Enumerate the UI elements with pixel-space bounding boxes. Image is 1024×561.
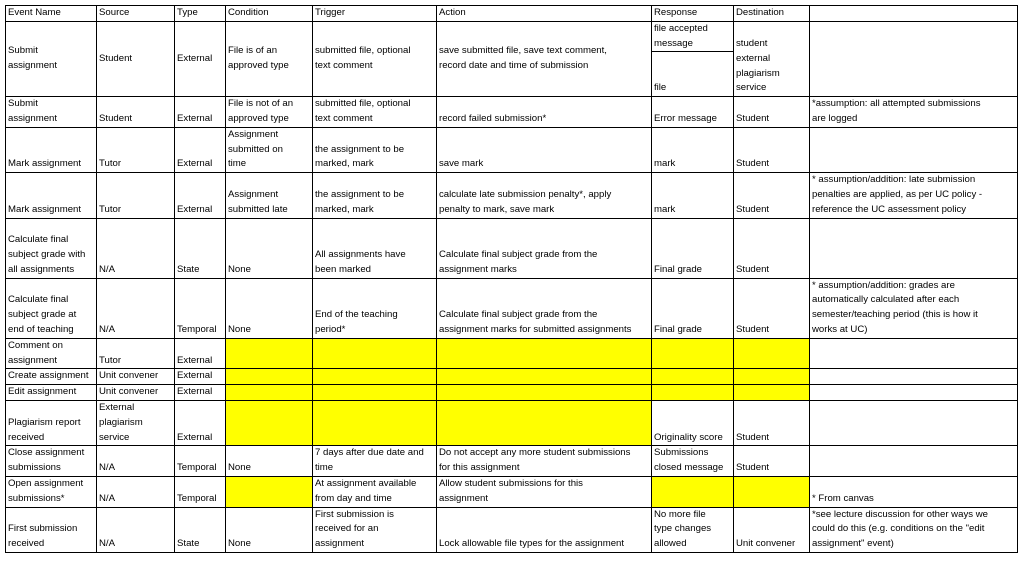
header-row — [6, 6, 1018, 22]
cell-condition — [226, 401, 313, 446]
cell-action: calculate late submission penalty*, apply penalty to mark, save mark — [437, 173, 652, 218]
cell-response — [652, 369, 734, 385]
cell-trigger — [313, 401, 437, 446]
cell-condition: None — [226, 507, 313, 552]
cell-response: No more file type changes allowed — [652, 507, 734, 552]
cell-note — [810, 401, 1018, 446]
cell-source: N/A — [97, 218, 175, 278]
cell-source: Student — [97, 21, 175, 96]
cell-action: save submitted file, save text comment, record date and time of submission — [437, 21, 652, 96]
cell-action — [437, 385, 652, 401]
cell-note: *see lecture discussion for other ways we could do this (e.g. conditions on the "edit assignment" event) — [810, 507, 1018, 552]
cell-type: Temporal — [175, 446, 226, 477]
cell-condition: File is of an approved type — [226, 21, 313, 96]
cell-trigger: submitted file, optional text comment — [313, 21, 437, 96]
header-cell: Source — [97, 6, 175, 22]
cell-condition: File is not of an approved type — [226, 97, 313, 128]
cell-source: Unit convener — [97, 385, 175, 401]
cell-destination — [734, 369, 810, 385]
cell-type: State — [175, 507, 226, 552]
cell-trigger — [313, 338, 437, 369]
table-row — [6, 401, 1018, 446]
cell-action: Lock allowable file types for the assignment — [437, 507, 652, 552]
cell-note: * assumption/addition: late submission penalties are applied, as per UC policy - reference the UC assessment policy — [810, 173, 1018, 218]
header-cell: Trigger — [313, 6, 437, 22]
table-row — [6, 385, 1018, 401]
header-cell: Event Name — [6, 6, 97, 22]
cell-response: file — [652, 52, 734, 97]
cell-action: save mark — [437, 127, 652, 172]
cell-source: N/A — [97, 278, 175, 338]
header-cell: Destination — [734, 6, 810, 22]
cell-destination: external plagiarism service — [734, 52, 810, 97]
cell-action: Calculate final subject grade from the assignment marks — [437, 218, 652, 278]
cell-type: External — [175, 338, 226, 369]
cell-trigger: the assignment to be marked, mark — [313, 173, 437, 218]
cell-response: Final grade — [652, 218, 734, 278]
table-row — [6, 173, 1018, 218]
cell-type: State — [175, 218, 226, 278]
cell-event: Close assignment submissions — [6, 446, 97, 477]
cell-action: record failed submission* — [437, 97, 652, 128]
cell-note — [810, 369, 1018, 385]
cell-destination: Student — [734, 97, 810, 128]
cell-condition: None — [226, 278, 313, 338]
cell-event: Create assignment — [6, 369, 97, 385]
cell-condition: Assignment submitted late — [226, 173, 313, 218]
cell-note: * assumption/addition: grades are automatically calculated after each semester/teaching period (this is how it works at UC) — [810, 278, 1018, 338]
cell-note — [810, 385, 1018, 401]
cell-source: Unit convener — [97, 369, 175, 385]
header-cell: Condition — [226, 6, 313, 22]
cell-type: Temporal — [175, 278, 226, 338]
cell-destination: Student — [734, 127, 810, 172]
cell-trigger: At assignment available from day and time — [313, 477, 437, 508]
cell-condition: None — [226, 218, 313, 278]
cell-trigger — [313, 369, 437, 385]
cell-note: *assumption: all attempted submissions are logged — [810, 97, 1018, 128]
cell-note — [810, 127, 1018, 172]
cell-trigger — [313, 385, 437, 401]
cell-event: Submit assignment — [6, 21, 97, 96]
cell-type: External — [175, 173, 226, 218]
cell-type: External — [175, 21, 226, 96]
cell-destination: Unit convener — [734, 507, 810, 552]
cell-event: Edit assignment — [6, 385, 97, 401]
cell-condition — [226, 338, 313, 369]
cell-destination: Student — [734, 218, 810, 278]
cell-condition — [226, 369, 313, 385]
table-row — [6, 21, 1018, 52]
cell-response: Error message — [652, 97, 734, 128]
cell-action: Allow student submissions for this assignment — [437, 477, 652, 508]
cell-response: mark — [652, 127, 734, 172]
cell-response: mark — [652, 173, 734, 218]
cell-source: N/A — [97, 446, 175, 477]
cell-condition: None — [226, 446, 313, 477]
cell-response: Submissions closed message — [652, 446, 734, 477]
header-cell: Type — [175, 6, 226, 22]
cell-type: External — [175, 97, 226, 128]
cell-event: Open assignment submissions* — [6, 477, 97, 508]
cell-note — [810, 446, 1018, 477]
cell-source: N/A — [97, 477, 175, 508]
cell-trigger: All assignments have been marked — [313, 218, 437, 278]
cell-response: file accepted message — [652, 21, 734, 52]
cell-type: External — [175, 385, 226, 401]
cell-response — [652, 477, 734, 508]
cell-destination: Student — [734, 173, 810, 218]
table-row — [6, 477, 1018, 508]
table-row — [6, 446, 1018, 477]
cell-event: Mark assignment — [6, 173, 97, 218]
cell-action: Do not accept any more student submissions for this assignment — [437, 446, 652, 477]
cell-action — [437, 369, 652, 385]
cell-response — [652, 338, 734, 369]
header-cell: Response — [652, 6, 734, 22]
cell-note — [810, 218, 1018, 278]
cell-event: Comment on assignment — [6, 338, 97, 369]
cell-destination: Student — [734, 446, 810, 477]
table-row — [6, 218, 1018, 278]
cell-event: First submission received — [6, 507, 97, 552]
table-row — [6, 127, 1018, 172]
cell-action: Calculate final subject grade from the assignment marks for submitted assignments — [437, 278, 652, 338]
cell-note: * From canvas — [810, 477, 1018, 508]
cell-condition: Assignment submitted on time — [226, 127, 313, 172]
cell-note — [810, 338, 1018, 369]
cell-action — [437, 401, 652, 446]
cell-source: Student — [97, 97, 175, 128]
cell-event: Plagiarism report received — [6, 401, 97, 446]
cell-source: Tutor — [97, 173, 175, 218]
cell-destination — [734, 338, 810, 369]
cell-source: N/A — [97, 507, 175, 552]
cell-event: Calculate final subject grade with all assignments — [6, 218, 97, 278]
cell-note — [810, 21, 1018, 96]
cell-trigger: End of the teaching period* — [313, 278, 437, 338]
cell-event: Submit assignment — [6, 97, 97, 128]
cell-response — [652, 385, 734, 401]
cell-destination — [734, 385, 810, 401]
cell-event: Calculate final subject grade at end of teaching — [6, 278, 97, 338]
cell-trigger: submitted file, optional text comment — [313, 97, 437, 128]
cell-response: Originality score — [652, 401, 734, 446]
header-cell — [810, 6, 1018, 22]
header-cell: Action — [437, 6, 652, 22]
cell-type: External — [175, 127, 226, 172]
cell-type: External — [175, 369, 226, 385]
event-table — [5, 5, 1018, 553]
cell-destination: Student — [734, 278, 810, 338]
cell-source: Tutor — [97, 127, 175, 172]
cell-type: Temporal — [175, 477, 226, 508]
table-row — [6, 369, 1018, 385]
table-row — [6, 278, 1018, 338]
table-row — [6, 507, 1018, 552]
cell-action — [437, 338, 652, 369]
cell-event: Mark assignment — [6, 127, 97, 172]
table-row — [6, 97, 1018, 128]
cell-destination — [734, 477, 810, 508]
cell-source: External plagiarism service — [97, 401, 175, 446]
cell-condition — [226, 385, 313, 401]
table-row — [6, 338, 1018, 369]
cell-condition — [226, 477, 313, 508]
cell-response: Final grade — [652, 278, 734, 338]
cell-destination: student — [734, 21, 810, 52]
cell-trigger: First submission is received for an assignment — [313, 507, 437, 552]
cell-trigger: 7 days after due date and time — [313, 446, 437, 477]
cell-destination: Student — [734, 401, 810, 446]
cell-trigger: the assignment to be marked, mark — [313, 127, 437, 172]
cell-type: External — [175, 401, 226, 446]
cell-source: Tutor — [97, 338, 175, 369]
